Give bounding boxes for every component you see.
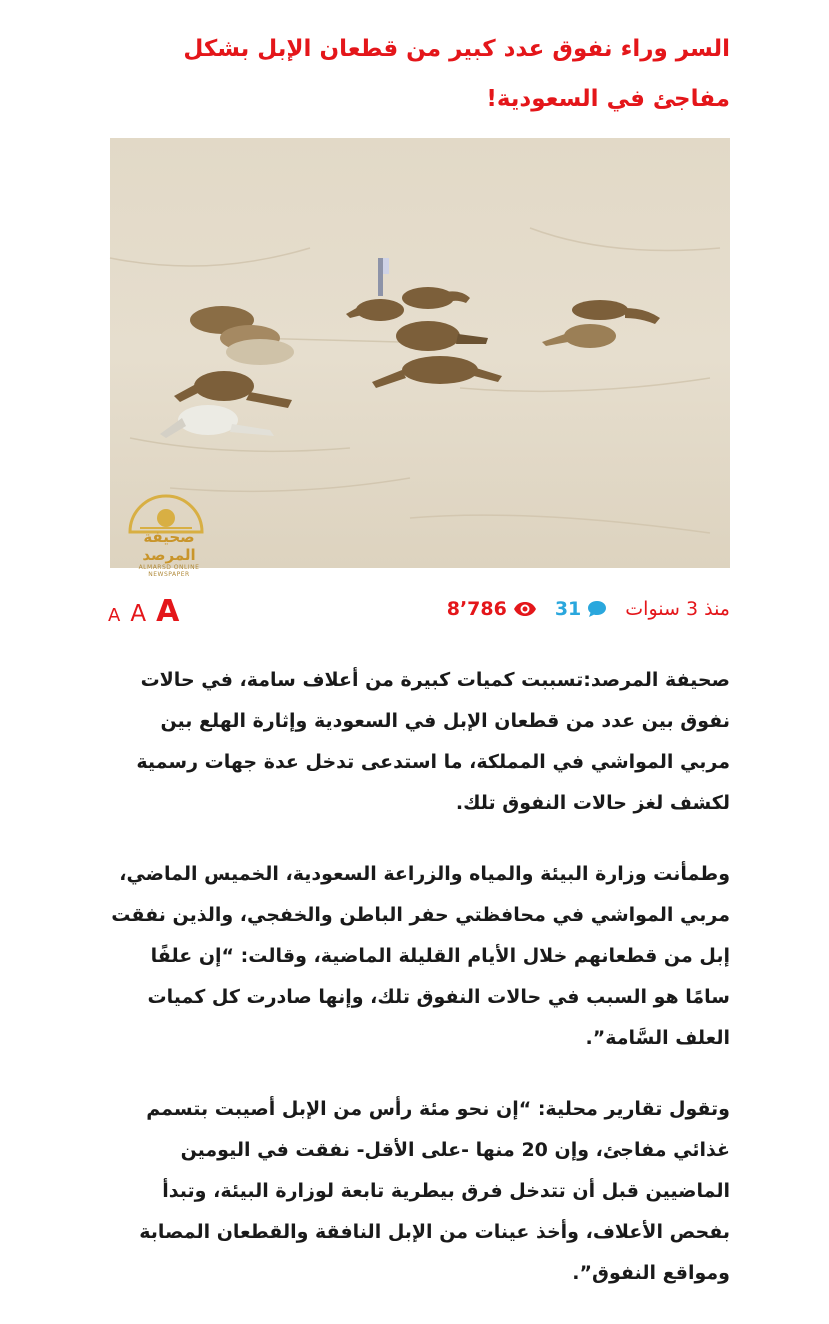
- article-image[interactable]: [110, 138, 730, 578]
- article-stats: [447, 598, 730, 620]
- publish-time: منذ 3 سنوات: [625, 598, 730, 620]
- comments-count[interactable]: [555, 598, 607, 620]
- font-size-large-button[interactable]: A: [156, 594, 180, 629]
- views-count-value: 8٬786: [446, 598, 507, 620]
- article-paragraph: وطمأنت وزارة البيئة والمياه والزراعة السعودية، الخميس الماضي، مربي المواشي في محافظتي حفر الباطن والخفجي، والذين نفقت إبل من قطعانهم خلال الأيام القليلة الماضية، وقالت: “إن علفًا سامًا هو السبب في حالات النفوق تلك، وإنها صادرت كل كميات العلف السَّامة”.: [111, 863, 730, 1049]
- font-size-small-button[interactable]: A: [108, 605, 121, 626]
- article-body: [108, 660, 730, 1324]
- font-size-controls: [108, 594, 179, 629]
- dead-camels-photo: [110, 138, 730, 568]
- eye-icon: [513, 601, 537, 617]
- font-size-medium-button[interactable]: A: [130, 601, 147, 627]
- article-paragraph: صحيفة المرصد:تسببت كميات كبيرة من أعلاف سامة، في حالات نفوق بين عدد من قطعان الإبل في السعودية وإثارة الهلع بين مربي المواشي في المملكة، ما استدعى تدخل عدة جهات رسمية لكشف لغز حالات النفوق تلك.: [136, 669, 730, 814]
- article-paragraph: وتقول تقارير محلية: “إن نحو مئة رأس من الإبل أصيبت بتسمم غذائي مفاجئ، وإن 20 منها -على الأقل- نفقت في اليومين الماضيين قبل أن تتدخل فرق بيطرية تابعة لوزارة البيئة، وتبدأ بفحص الأعلاف، وأخذ عينات من الإبل النافقة والقطعان المصابة ومواقع النفوق”.: [139, 1098, 730, 1284]
- article-title: السر وراء نفوق عدد كبير من قطعان الإبل بشكل مفاجئ في السعودية!: [183, 36, 730, 112]
- watermark-text: [124, 528, 214, 578]
- watermark-subtitle: ALMARSD ONLINE NEWSPAPER: [138, 564, 200, 578]
- comments-count-value: 31: [554, 598, 582, 620]
- views-count: [447, 598, 537, 620]
- watermark-title: صحيفة المرصد: [142, 528, 196, 564]
- article-meta-bar: [108, 594, 730, 634]
- comment-icon: [587, 600, 607, 618]
